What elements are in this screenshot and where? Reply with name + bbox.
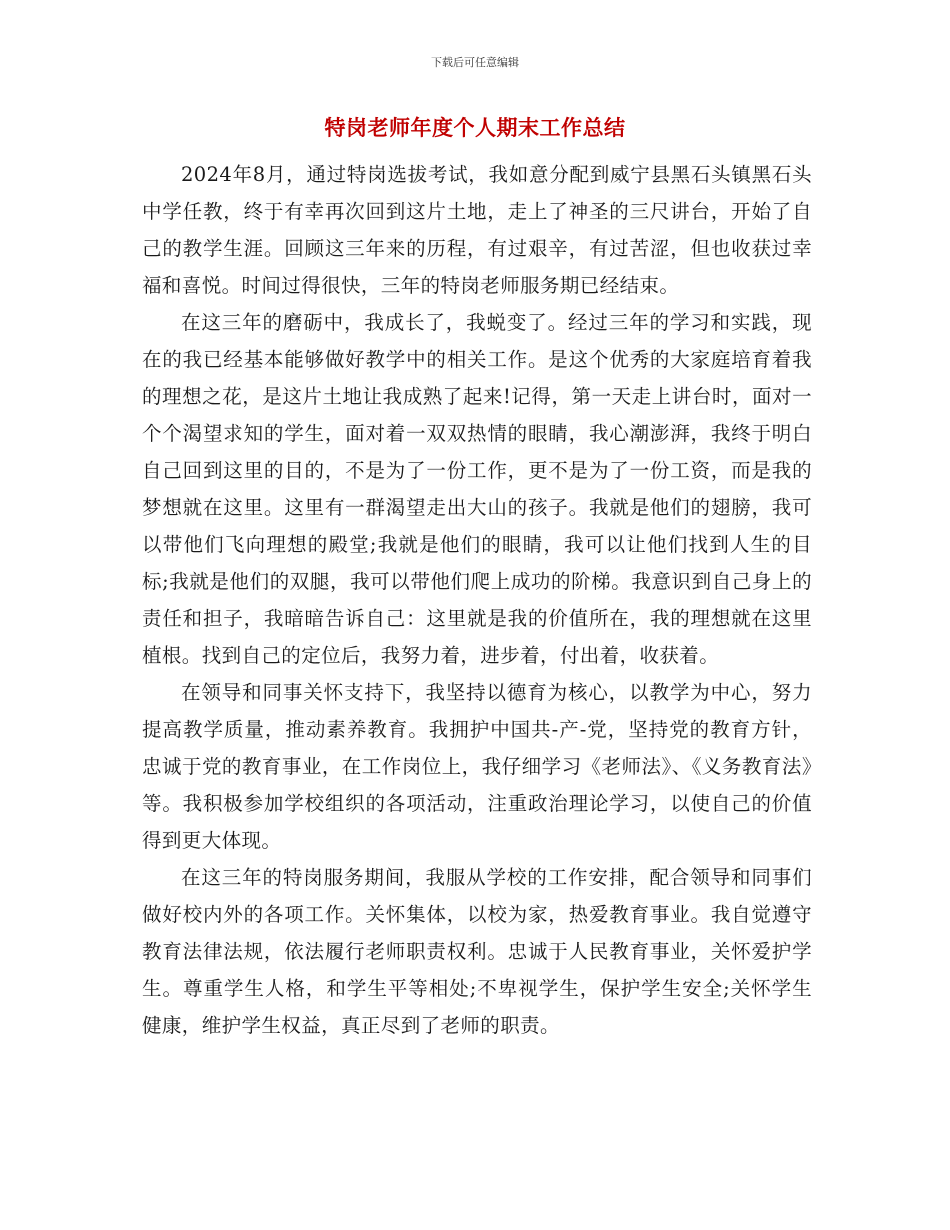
paragraph: 在领导和同事关怀支持下，我坚持以德育为核心，以教学为中心，努力提高教学质量，推动素养教育。我拥护中国共-产-党，坚持党的教育方针，忠诚于党的教育事业，在工作岗位上，我仔细学习《老师法》、《义务教育法》等。我积极参加学校组织的各项活动，注重政治理论学习，以使自己的价值得到更大体现。: [142, 681, 812, 852]
paragraph: 2024年8月，通过特岗选拔考试，我如意分配到威宁县黑石头镇黑石头中学任教，终于有幸再次回到这片土地，走上了神圣的三尺讲台，开始了自己的教学生涯。回顾这三年来的历程，有过艰辛，有过苦涩，但也收获过幸福和喜悦。时间过得很快，三年的特岗老师服务期已经结束。: [142, 163, 812, 297]
document-body: [142, 156, 812, 1044]
paragraph: 在这三年的磨砺中，我成长了，我蜕变了。经过三年的学习和实践，现在的我已经基本能够做好教学中的相关工作。是这个优秀的大家庭培育着我的理想之花，是这片土地让我成熟了起来!记得，第一天走上讲台时，面对一个个渴望求知的学生，面对着一双双热情的眼睛，我心潮澎湃，我终于明白自己回到这里的目的，不是为了一份工作，更不是为了一份工资，而是我的梦想就在这里。这里有一群渴望走出大山的孩子。我就是他们的翅膀，我可以带他们飞向理想的殿堂;我就是他们的眼睛，我可以让他们找到人生的目标;我就是他们的双腿，我可以带他们爬上成功的阶梯。我意识到自己身上的责任和担子，我暗暗告诉自己：这里就是我的价值所在，我的理想就在这里植根。找到自己的定位后，我努力着，进步着，付出着，收获着。: [142, 311, 812, 667]
document-title: 特岗老师年度个人期末工作总结: [324, 115, 626, 140]
paragraph: 在这三年的特岗服务期间，我服从学校的工作安排，配合领导和同事们做好校内外的各项工作。关怀集体，以校为家，热爱教育事业。我自觉遵守教育法律法规，依法履行老师职责权利。忠诚于人民教育事业，关怀爱护学生。尊重学生人格，和学生平等相处;不卑视学生，保护学生安全;关怀学生健康，维护学生权益，真正尽到了老师的职责。: [142, 866, 812, 1037]
header-note: 下载后可任意编辑: [431, 56, 519, 69]
